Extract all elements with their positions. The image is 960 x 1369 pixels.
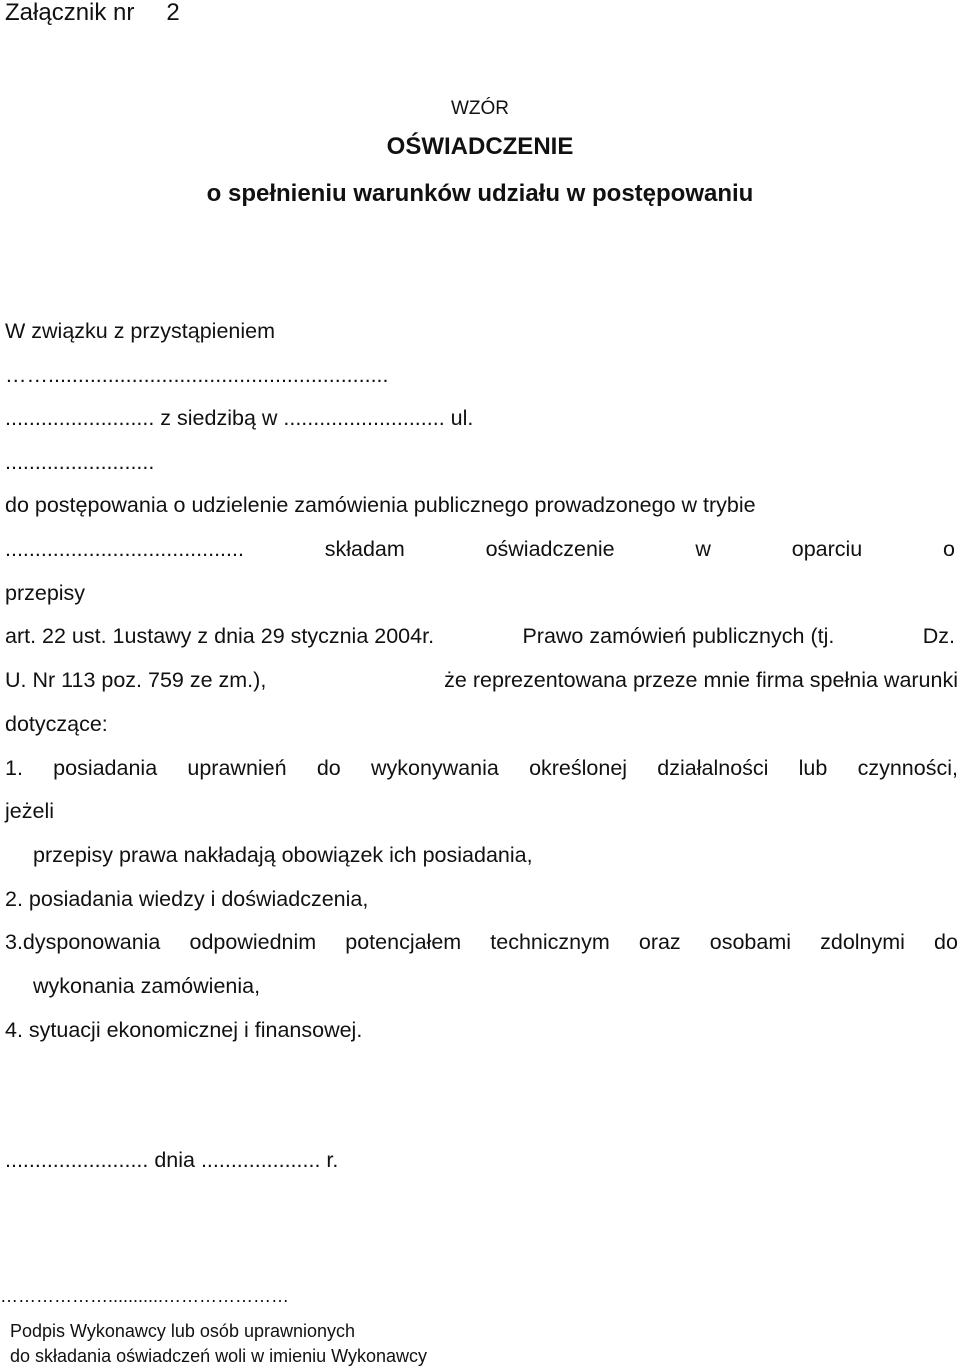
condition-2: 2. posiadania wiedzy i doświadczenia,: [5, 887, 369, 911]
condition-3: [5, 929, 958, 955]
concerning-label: dotyczące:: [5, 712, 108, 736]
word: osobami: [709, 930, 792, 954]
word: potencjałem: [345, 930, 462, 954]
attachment-header: [5, 0, 180, 26]
legal-basis-line: [5, 623, 955, 649]
word: czynności,: [857, 756, 958, 780]
company-address-line: ......................... z siedzibą w ........................... ul.: [5, 406, 474, 430]
condition-1-cont: jeżeli: [5, 799, 54, 823]
word: 3.dysponowania: [5, 930, 161, 954]
statement-line-cont: przepisy: [5, 581, 86, 605]
attachment-label: Załącznik nr: [5, 0, 135, 26]
condition-1-indent: przepisy prawa nakładają obowiązek ich posiadania,: [33, 843, 533, 867]
word: uprawnień: [187, 756, 287, 780]
mode-dots: ........................................: [5, 537, 244, 561]
intro-line: W związku z przystąpieniem: [5, 319, 276, 343]
procedure-line: do postępowania o udzielenie zamówienia publicznego prowadzonego w trybie: [5, 493, 756, 517]
document-subtitle: o spełnieniu warunków udziału w postępowaniu: [206, 180, 754, 207]
statement-line: [5, 536, 955, 562]
word: o: [943, 537, 955, 561]
word: oświadczenie: [485, 537, 615, 561]
signature-caption-1: Podpis Wykonawcy lub osób uprawnionych: [10, 1321, 356, 1341]
compliance-statement: że reprezentowana przeze mnie firma spełnia warunki: [444, 668, 958, 692]
template-label: WZÓR: [450, 98, 510, 119]
document-title: OŚWIADCZENIE: [386, 133, 574, 160]
legal-basis-part: Prawo zamówień publicznych (tj.: [522, 624, 835, 648]
word: działalności: [657, 756, 769, 780]
word: lub: [798, 756, 828, 780]
signature-caption-2: do składania oświadczeń woli w imieniu Wykonawcy: [10, 1346, 428, 1366]
attachment-number: 2: [166, 0, 180, 26]
word: zdolnymi: [820, 930, 905, 954]
condition-1: [5, 755, 958, 781]
word: technicznym: [490, 930, 610, 954]
word: do: [316, 756, 341, 780]
condition-3-indent: wykonania zamówienia,: [33, 974, 261, 998]
date-line: ........................ dnia .................... r.: [5, 1148, 339, 1172]
word: 1.: [5, 756, 23, 780]
street-dots: .........................: [5, 450, 155, 474]
word: w: [695, 537, 711, 561]
journal-ref: U. Nr 113 poz. 759 ze zm.),: [5, 668, 267, 692]
word: wykonywania: [370, 756, 499, 780]
legal-basis-part: art. 22 ust. 1ustawy z dnia 29 stycznia 2004r.: [5, 624, 435, 648]
word: składam: [324, 537, 405, 561]
word: określonej: [529, 756, 628, 780]
word: posiadania: [53, 756, 158, 780]
word: do: [934, 930, 958, 954]
company-name-dots: …….........................................................: [5, 363, 389, 387]
word: odpowiednim: [189, 930, 317, 954]
word: oparciu: [791, 537, 863, 561]
signature-dots: ………………...........…………………: [0, 1286, 290, 1306]
word: oraz: [638, 930, 681, 954]
legal-basis-line-2: [5, 667, 958, 693]
condition-4: 4. sytuacji ekonomicznej i finansowej.: [5, 1018, 363, 1042]
legal-basis-part: Dz.: [922, 624, 955, 648]
